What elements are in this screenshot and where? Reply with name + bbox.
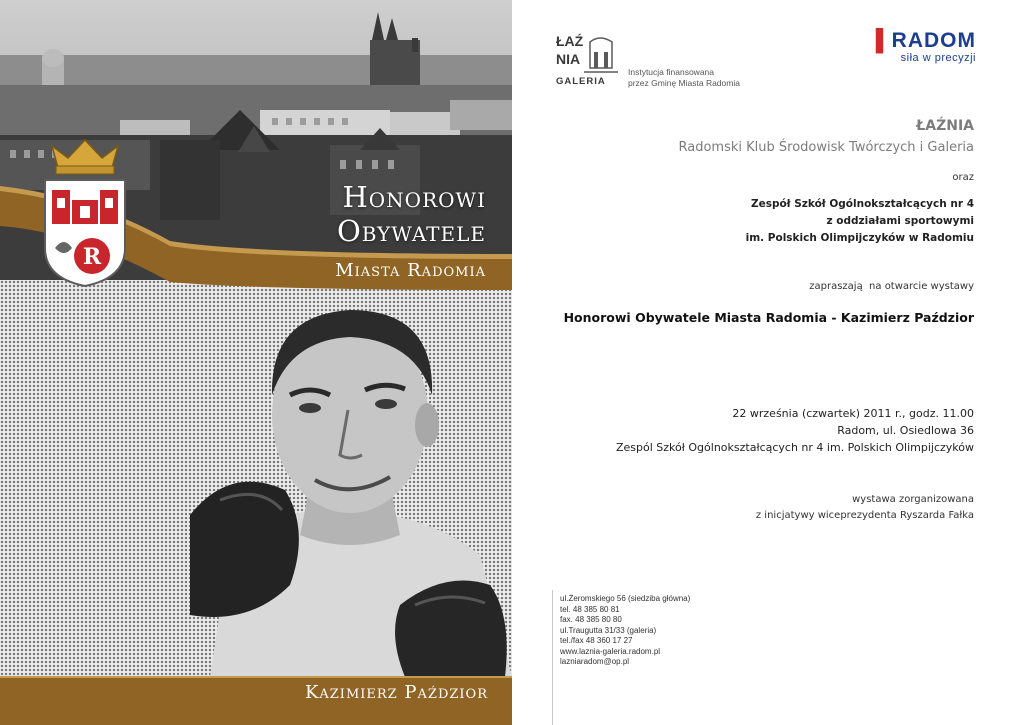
contact-info xyxy=(560,594,690,668)
radom-logo xyxy=(876,30,976,64)
exhibition-title: Honorowi Obywatele Miasta Radomia - Kazimierz Paździor xyxy=(563,310,974,325)
event-date-time: 22 września (czwartek) 2011 r., godz. 11.00 xyxy=(732,407,974,420)
school-block xyxy=(746,196,974,247)
invitation-text-page xyxy=(512,0,1024,725)
school-line: Zespół Szkół Ogólnokształcących nr 4 xyxy=(750,198,974,210)
school-line: z oddziałami sportowymi xyxy=(826,215,974,227)
funding-note xyxy=(628,67,740,89)
contact-address-main: ul.Żeromskiego 56 (siedziba główna) xyxy=(560,594,691,603)
organizer-line: wystawa zorganizowana xyxy=(852,494,974,505)
svg-text:R: R xyxy=(82,244,102,270)
event-details xyxy=(616,405,974,456)
contact-phone-fax: tel./fax 48 360 17 27 xyxy=(560,636,633,645)
event-venue: Zespól Szkół Ogólnokształcących nr 4 im. Polskich Olimpijczyków xyxy=(616,441,974,454)
cover-title-line1: Honorowi xyxy=(342,180,486,214)
radom-coat-of-arms-icon xyxy=(40,138,130,288)
honoree-name: Kazimierz Paździor xyxy=(304,682,488,703)
cover-subtitle: Miasta Radomia xyxy=(335,260,486,281)
logo-line3: GALERIA xyxy=(556,76,606,87)
institution-name: ŁAŹNIA xyxy=(916,118,974,134)
contact-website-link[interactable]: www.laznia-galeria.radom.pl xyxy=(560,646,661,656)
contact-email-link[interactable]: lazniaradom@op.pl xyxy=(560,657,630,666)
invitation-phrase: zapraszają na otwarcie wystawy xyxy=(809,281,974,292)
contact-address-gallery: ul.Traugutta 31/33 (galeria) xyxy=(560,625,657,635)
cover-title-line2: Obywatele xyxy=(336,214,486,248)
contact-phone: tel. 48 385 80 81 xyxy=(560,604,620,614)
school-line: im. Polskich Olimpijczyków w Radomiu xyxy=(745,232,974,244)
radom-logo-tagline: siła w precyzji xyxy=(900,52,976,64)
event-address: Radom, ul. Osiedlowa 36 xyxy=(837,424,974,437)
and-connector: oraz xyxy=(952,172,974,183)
institution-subtitle: Radomski Klub Środowisk Twórczych i Galeria xyxy=(678,140,974,155)
funding-note-line: Instytucja finansowana xyxy=(628,67,714,77)
contact-fax: fax. 48 385 80 80 xyxy=(560,615,622,624)
funding-note-line: przez Gminę Miasta Radomia xyxy=(628,78,740,88)
organizer-line: z inicjatywy wiceprezydenta Ryszarda Fałka xyxy=(755,510,974,521)
contact-divider xyxy=(552,590,553,725)
radom-logo-mark-icon: ▌ xyxy=(875,29,892,52)
radom-logo-text: RADOM xyxy=(891,29,976,52)
organizer-note xyxy=(756,492,974,524)
cover-title xyxy=(337,180,486,248)
logo-line1: ŁAŹ xyxy=(556,33,584,49)
laznia-galeria-logo-icon xyxy=(554,32,620,88)
logo-line2: NIA xyxy=(556,51,581,67)
radom-logo-word xyxy=(876,30,976,52)
